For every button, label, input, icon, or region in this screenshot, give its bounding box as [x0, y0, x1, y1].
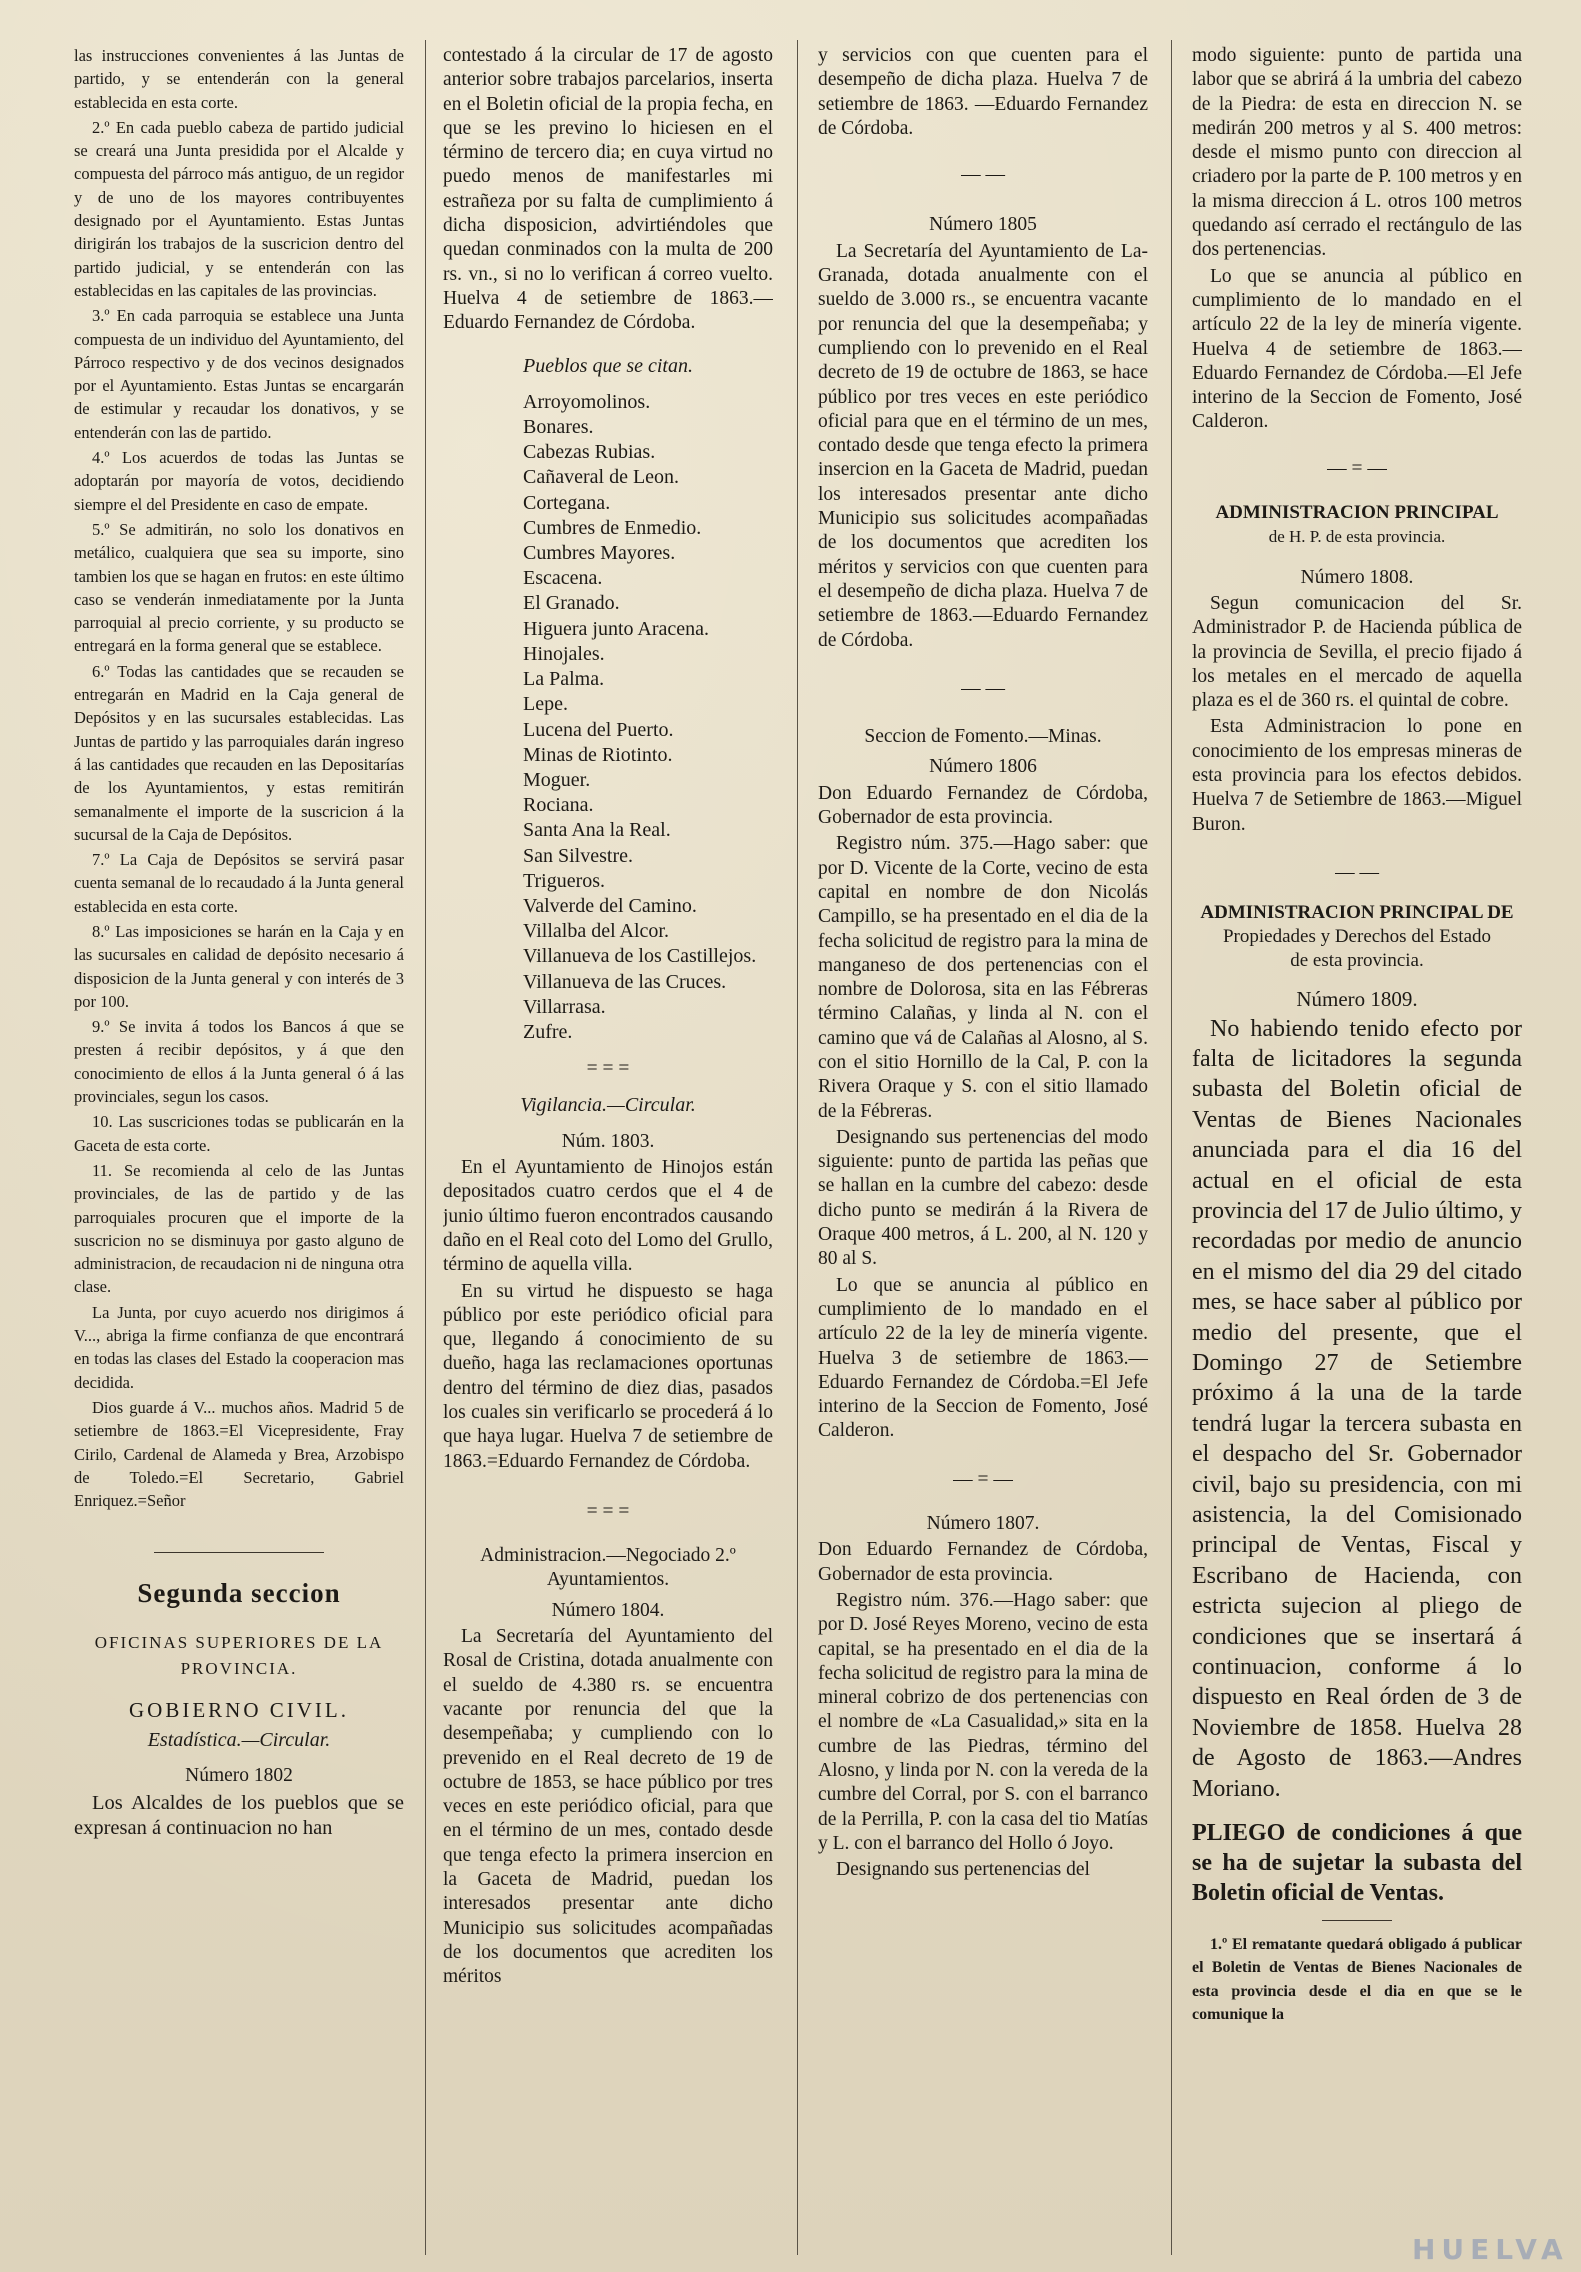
paragraph: La Secretaría del Ayuntamiento de La-Granada, dotada anualmente con el sueldo de 3.000 rs., se encuentra vacante por renuncia del que la desempeñaba; y cumpliendo con lo prevenido en el Real decreto de 19 de octubre de 1863, se hace público por tres veces en este periódico oficial para que en el término de un mes, contado desde que tenga efecto la primera insercion en la Gaceta de Madrid, puedan los interesados presentar ante dicho Municipio sus solicitudes acompañadas de los documentos que acrediten los méritos y servicios con que cuenten para el desempeño de dicha plaza. Huelva 7 de setiembre de 1863.—Eduardo Fernandez de Córdoba.: [818, 240, 1148, 651]
list-item: Lepe.: [523, 693, 568, 716]
subsection-heading: Estadística.—Circular.: [147, 1729, 331, 1751]
paragraph: Los Alcaldes de los pueblos que se expresan á continuacion no han: [74, 1791, 404, 1839]
paragraph-junta: La Junta, por cuyo acuerdo nos dirigimos á V..., abriga la firme confianza de que encontrará en todas las clases del Estado la cooperacion mas decidida.: [74, 1302, 404, 1392]
office-heading: OFICINAS SUPERIORES DE LA PROVINCIA.: [94, 1632, 384, 1678]
article-2: 2.º En cada pueblo cabeza de partido judicial se creará una Junta presidida por el Alcalde y compuesta del párroco más antiguo, de un regidor y de uno de los mayores contribuyentes designado por el Ayuntamiento. Estas Juntas dirigirán los trabajos de la suscricion dentro del partido judicial, y se entenderán con las establecidas en las capitales de las provincias.: [74, 117, 404, 300]
subsection-heading: Pueblos que se citan.: [523, 354, 693, 377]
list-item: Santa Ana la Real.: [523, 819, 671, 842]
list-item: Moguer.: [523, 768, 591, 791]
subsection-heading: Seccion de Fomento.—Minas.: [864, 726, 1102, 748]
notice-number: Número 1802: [185, 1765, 293, 1787]
list-item: San Silvestre.: [523, 844, 633, 867]
column-4: [1192, 44, 1522, 2254]
divider: [154, 1552, 324, 1553]
article-7: 7.º La Caja de Depósitos se servirá pasar cuenta semanal de lo recaudado á la Junta general establecida en esta corte.: [74, 850, 404, 916]
list-item: Arroyomolinos.: [523, 390, 651, 413]
government-heading: GOBIERNO CIVIL.: [129, 1697, 349, 1722]
list-item: Trigueros.: [523, 869, 606, 892]
list-item: Cumbres Mayores.: [523, 542, 676, 565]
notice-number: Núm. 1803.: [561, 1130, 655, 1152]
list-item: Cortegana.: [523, 491, 611, 514]
paragraph: Designando sus pertenencias del modo siguiente: punto de partida las peñas que se hallan en la cumbre del cabezo: desde dicho punto se medirán á la Rivera de Oraque 400 metros, á L. 200, al N. 120 y 80 al S.: [818, 1126, 1148, 1270]
paragraph: Registro núm. 376.—Hago saber: que por D. José Reyes Moreno, vecino de esta capital, se ha presentado en el dia de la fecha solicitud de registro para la mina de mineral cobrizo de dos pertenencias con el nombre de «La Casualidad,» sita en la cumbre de las Piedras, término del Alosno, y linda por N. con la vereda de la cumbre del Corral, por S. con el barranco de la Perrilla, P. con la casa del tio Matías y L. con el barranco del Hollo ó Joyo.: [818, 1589, 1148, 1854]
signature-block: Dios guarde á V... muchos años. Madrid 5 de setiembre de 1863.=El Vicepresidente, Fray Cirilo, Cardenal de Alameda y Brea, Arzobispo de Toledo.=El Secretario, Gabriel Enriquez.=Señor: [74, 1397, 404, 1511]
column-3: [818, 44, 1148, 2254]
list-item: Villanueva de las Cruces.: [523, 970, 727, 993]
paragraph: Don Eduardo Fernandez de Córdoba, Gobernador de esta provincia.: [818, 1539, 1148, 1585]
section-heading: Segunda seccion: [137, 1578, 341, 1609]
paragraph: En el Ayuntamiento de Hinojos están depositados cuatro cerdos que el 4 de junio último fueron encontrados causando daño en el Real coto del Lomo del Grullo, término de aquella villa.: [443, 1157, 773, 1276]
library-stamp: HUELVA: [1412, 2233, 1569, 2266]
subsection-heading: Vigilancia.—Circular.: [520, 1094, 696, 1117]
administration-heading: [1192, 901, 1522, 973]
list-item: Rociana.: [523, 794, 594, 817]
paragraph: 1.º El rematante quedará obligado á publicar el Boletin de Ventas de Bienes Nacionales de esta provincia desde el dia en que se le comunique la: [1192, 1936, 1522, 2023]
column-rule: [1171, 40, 1172, 2255]
notice-number: Número 1805: [929, 214, 1037, 236]
paragraph: Lo que se anuncia al público en cumplimiento de lo mandado en el artículo 22 de la ley de minería vigente. Huelva 4 de setiembre de 1863.—Eduardo Fernandez de Córdoba.—El Jefe interino de la Seccion de Fomento, José Calderon.: [1192, 265, 1522, 433]
list-item: Villanueva de los Castillejos.: [523, 945, 757, 968]
notice-number: Número 1808.: [1300, 566, 1414, 588]
column-rule: [797, 40, 798, 2255]
list-item: Villalba del Alcor.: [523, 920, 669, 943]
notice-number: Número 1807.: [926, 1513, 1040, 1535]
column-1: [74, 44, 404, 2254]
list-item: Valverde del Camino.: [523, 894, 697, 917]
list-item: Cañaveral de Leon.: [523, 466, 680, 489]
list-item: Hinojales.: [523, 642, 605, 665]
paragraph: Segun comunicacion del Sr. Administrador P. de Hacienda pública de la provincia de Sevilla, el precio fijado á los metales en el mercado de aquella plaza es el de 360 rs. el quintal de cobre.: [1192, 592, 1522, 712]
separator: — = —: [953, 1468, 1013, 1490]
notice-number: Número 1809.: [1296, 987, 1418, 1012]
paragraph: y servicios con que cuenten para el desempeño de dicha plaza. Huelva 7 de setiembre de 1863. —Eduardo Fernandez de Córdoba.: [818, 45, 1148, 139]
town-list: [523, 390, 773, 1045]
subsection-heading: Administracion.—Negociado 2.º Ayuntamientos.: [480, 1545, 736, 1591]
heading-line: ADMINISTRACION PRINCIPAL DE: [1200, 902, 1514, 924]
paragraph: Designando sus pertenencias del: [836, 1859, 1090, 1881]
separator: — —: [1335, 861, 1379, 883]
paragraph: modo siguiente: punto de partida una labor que se abrirá á la umbria del cabezo de la Piedra: de esta en direccion N. se medirán 200 metros y al S. 400 metros: desde el mismo punto con direccion al criadero por la parte de P. 100 metros y en la misma direccion á L. otros 100 metros quedando así cerrado el rectángulo de las dos pertenencias.: [1192, 45, 1522, 261]
divider: [1322, 1920, 1392, 1921]
paragraph: La Secretaría del Ayuntamiento del Rosal de Cristina, dotada anualmente con el sueldo de 4.380 rs. se encuentra vacante por renuncia del que la desempeñaba; y cumpliendo con lo prevenido en el Real decreto de 19 de octubre de 1853, se hace público por tres veces en este periódico oficial, para que en el término de un mes, contado desde que tenga efecto la primera insercion en la Gaceta de Madrid, puedan los interesados presentar ante dicho Municipio sus solicitudes acompañadas de los documentos que acrediten los méritos: [443, 1626, 773, 1988]
column-rule: [425, 40, 426, 2255]
heading-line: Propiedades y Derechos del Estado: [1222, 926, 1492, 948]
list-item: Cabezas Rubias.: [523, 441, 656, 464]
article-3: 3.º En cada parroquia se establece una Junta compuesta de un individuo del Ayuntamiento, del Párroco respectivo y de dos vecinos designados por el Ayuntamiento. Estas Juntas se encargarán de estimular y recaudar los donativos, y se entenderán con las de partido.: [74, 306, 404, 442]
list-item: Lucena del Puerto.: [523, 718, 674, 741]
paragraph: contestado á la circular de 17 de agosto anterior sobre trabajos parcelarios, inserta en el Boletin oficial de la propia fecha, en que se les previno lo hiciesen en el término de tercero dia; en cuya virtud no puedo menos de manifestarles mi estrañeza por su falta de cumplimiento á dicha disposicion, advirtiéndoles que quedan conminados con la multa de 200 rs. vn., si no lo verifican á correo vuelto. Huelva 4 de setiembre de 1863.—Eduardo Fernandez de Córdoba.: [443, 45, 773, 334]
list-item: Escacena.: [523, 567, 603, 590]
paragraph: Registro núm. 375.—Hago saber: que por D. Vicente de la Corte, vecino de esta capital en nombre de don Nicolás Campillo, se ha presentado en el dia de la fecha solicitud de registro para la mina de manganeso de dos pertenencias con el nombre de Dolorosa, sita en las Fébreras término Calañas, y linda al N. con el camino que vá de Calañas al Alosno, al S. con el sitio Hornillo de la Cal, P. con la Rivera Oraque y S. con el sitio llamado de la Fébreras.: [818, 833, 1148, 1122]
column-2: [443, 44, 773, 2254]
administration-subheading: de H. P. de esta provincia.: [1268, 527, 1446, 547]
list-item: Minas de Riotinto.: [523, 743, 673, 766]
notice-number: Número 1806: [929, 756, 1037, 778]
paragraph: En su virtud he dispuesto se haga público por este periódico oficial para que, llegando á conocimiento de su dueño, haga las reclamaciones oportunas dentro del término de diez dias, pasados los cuales sin verificarlo se procederá á lo que haya lugar. Huelva 7 de setiembre de 1863.=Eduardo Fernandez de Córdoba.: [443, 1280, 773, 1472]
list-item: El Granado.: [523, 592, 620, 615]
separator: — —: [961, 164, 1005, 186]
paragraph: Esta Administracion lo pone en conocimiento de los empresas mineras de esta provincia para los efectos debidos. Huelva 7 de Setiembre de 1863.—Miguel Buron.: [1192, 716, 1522, 835]
paragraph: Lo que se anuncia al público en cumplimiento de lo mandado en el artículo 22 de la ley de minería vigente. Huelva 3 de setiembre de 1863.—Eduardo Fernandez de Córdoba.=El Jefe interino de la Seccion de Fomento, José Calderon.: [818, 1274, 1148, 1442]
separator: = = =: [586, 1058, 630, 1080]
list-item: Zufre.: [523, 1020, 573, 1043]
article-5: 5.º Se admitirán, no solo los donativos en metálico, cualquiera que sea su importe, sino tambien los que se hagan en frutos: en este último caso se venderán inmediatamente por la Junta parroquial al precio corriente, y su producto se entregará en la forma general que se establece.: [74, 519, 404, 656]
article-4: 4.º Los acuerdos de todas las Juntas se adoptarán por mayoría de votos, decidiendo siempre el del Presidente en caso de empate.: [74, 448, 404, 514]
separator: — = —: [1327, 457, 1387, 479]
list-item: Higuera junto Aracena.: [523, 617, 710, 640]
article-10: 10. Las suscriciones todas se publicarán en la Gaceta de esta corte.: [74, 1112, 404, 1155]
heading-line: de esta provincia.: [1290, 950, 1424, 972]
administration-heading: ADMINISTRACION PRINCIPAL: [1215, 502, 1499, 524]
article-8: 8.º Las imposiciones se harán en la Caja y en las sucursales en calidad de depósito necesario á disposicion de la Junta general y con interés de 3 por 100.: [74, 921, 404, 1011]
article-6: 6.º Todas las cantidades que se recauden se entregarán en Madrid en la Caja general de Depósitos y en las sucursales establecidas. Las Juntas de partido y las parroquiales darán ingreso á las cantidades que recauden en las Depositarías de los Ayuntamientos, y estas remitirán semanalmente el importe de la suscricion á la sucursal de la Caja de Depósitos.: [74, 661, 404, 844]
pliego-heading: PLIEGO de condiciones á que se ha de sujetar la subasta del Boletin oficial de Ventas.: [1192, 1820, 1522, 1907]
paragraph: Don Eduardo Fernandez de Córdoba, Gobernador de esta provincia.: [818, 782, 1148, 829]
separator: = = =: [586, 1500, 630, 1522]
list-item: Bonares.: [523, 416, 594, 439]
article-11: 11. Se recomienda al celo de las Juntas provinciales, de las de partido y de las parroquiales procuren que el importe de la suscricion no se disminuya por gasto alguno de administracion, de recaudacion ni de ninguna otra clase.: [74, 1160, 404, 1297]
paragraph: No habiendo tenido efecto por falta de licitadores la segunda subasta del Boletin oficial de Ventas de Bienes Nacionales anunciada para el dia 16 del actual en el oficial de esta provincia del 17 de Julio último, y recordadas por medio de anuncio en el mismo del dia 29 del citado mes, se hace saber al público por medio del presente, que el Domingo 27 de Setiembre próximo á la una de la tarde tendrá lugar la tercera subasta en el despacho del Sr. Gobernador civil, bajo su presidencia, con mi asistencia, la del Comisionado principal de Ventas, Fiscal y Escribano de Hacienda, con estricta sujecion al pliego de condiciones que se insertará á continuacion, conforme á lo dispuesto en Real órden de 3 de Noviembre de 1858. Huelva 28 de Agosto de 1863.—Andres Moriano.: [1192, 1015, 1522, 1802]
list-item: La Palma.: [523, 668, 605, 691]
article-9: 9.º Se invita á todos los Bancos á que se presten á recibir depósitos, y á que den conocimiento de ellos á la Junta general ó á las provinciales, segun los casos.: [74, 1017, 404, 1107]
list-item: Cumbres de Enmedio.: [523, 516, 702, 539]
paragraph: las instrucciones convenientes á las Juntas de partido, y se entenderán con la general establecida en esta corte.: [74, 46, 404, 112]
notice-number: Número 1804.: [551, 1599, 665, 1621]
separator: — —: [961, 677, 1005, 699]
list-item: Villarrasa.: [523, 995, 606, 1018]
